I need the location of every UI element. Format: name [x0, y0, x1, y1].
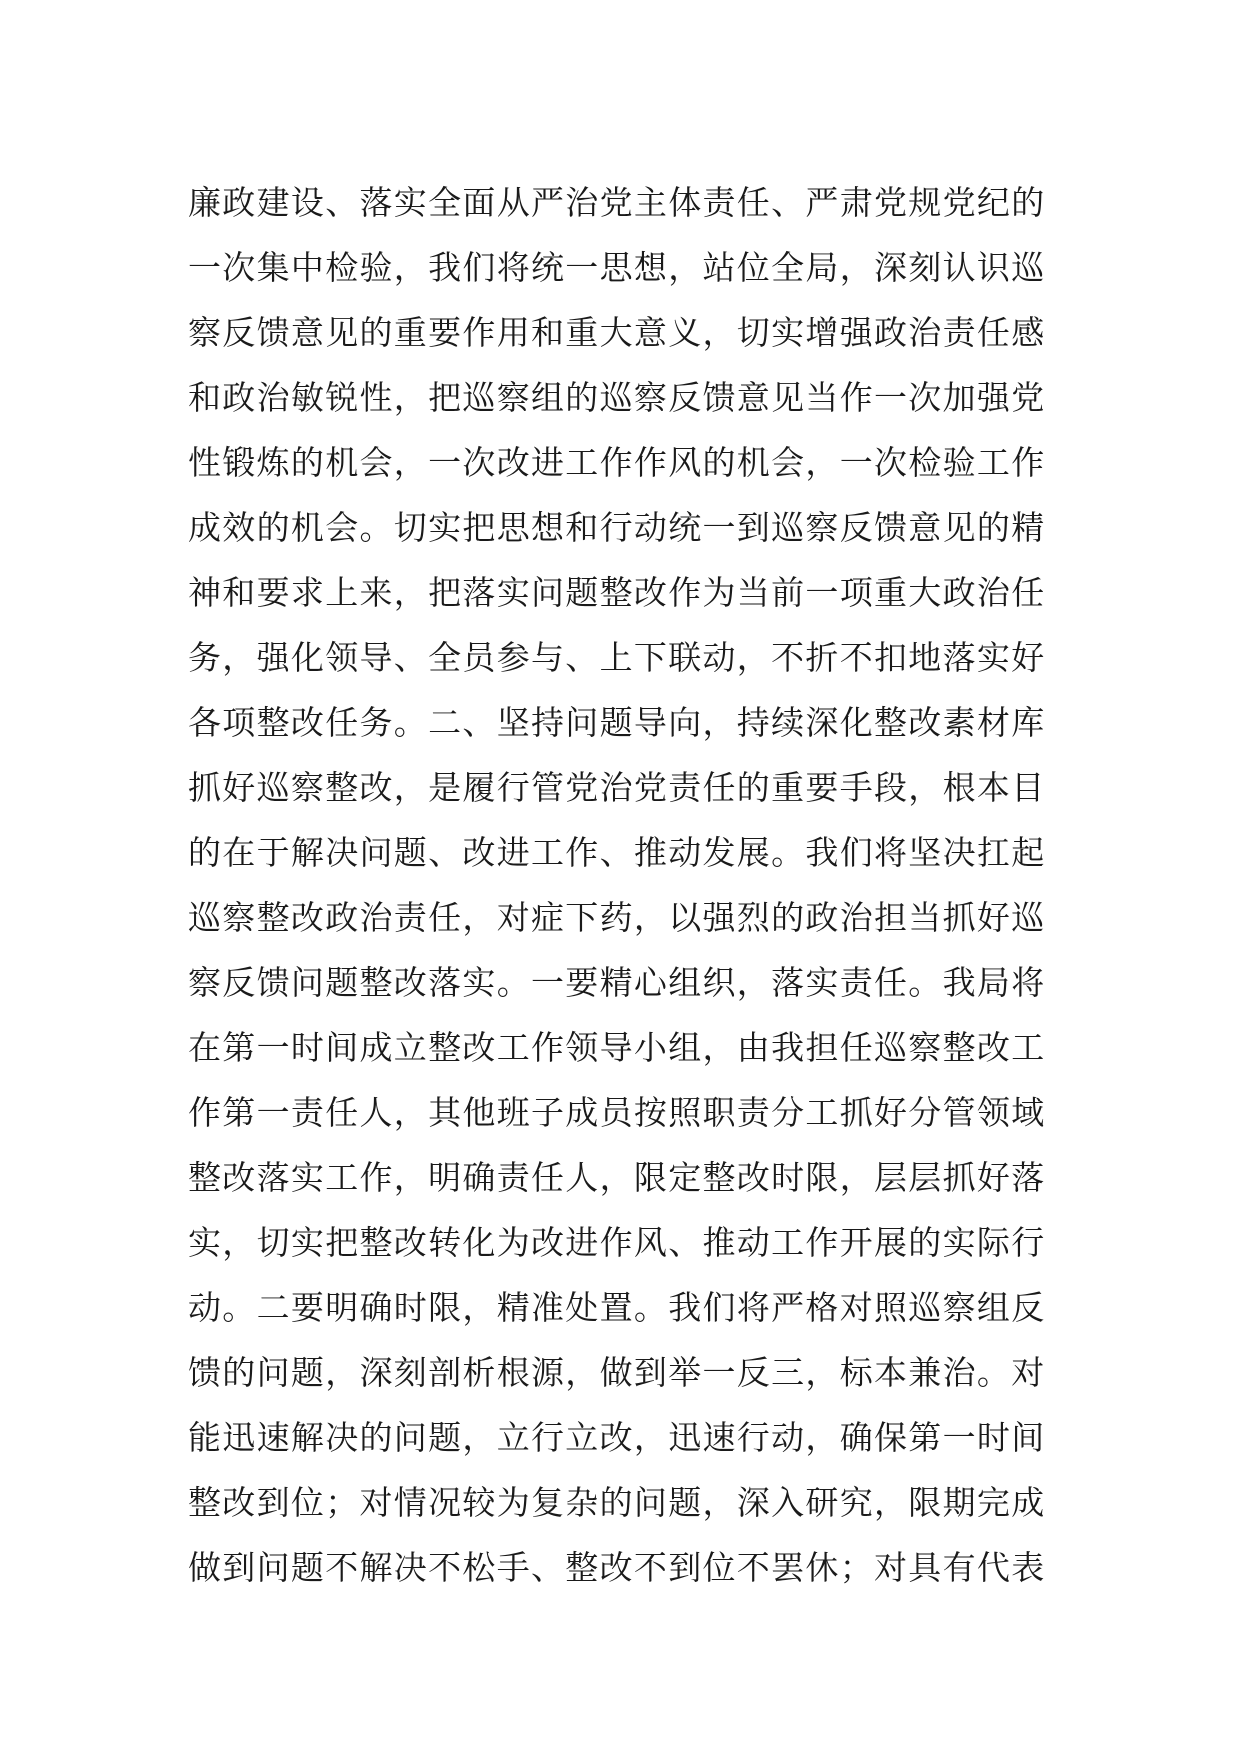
text-line: 一次集中检验，我们将统一思想，站位全局，深刻认识巡: [188, 248, 1046, 287]
text-line: 和政治敏锐性，把巡察组的巡察反馈意见当作一次加强党: [188, 378, 1046, 417]
text-line: 在第一时间成立整改工作领导小组，由我担任巡察整改工: [188, 1028, 1046, 1067]
text-line: 动。二要明确时限，精准处置。我们将严格对照巡察组反: [188, 1288, 1046, 1327]
text-line: 整改落实工作，明确责任人，限定整改时限，层层抓好落: [188, 1158, 1046, 1197]
text-line: 廉政建设、落实全面从严治党主体责任、严肃党规党纪的: [188, 183, 1046, 222]
text-line: 做到问题不解决不松手、整改不到位不罢休；对具有代表: [188, 1548, 1046, 1587]
text-line: 能迅速解决的问题，立行立改，迅速行动，确保第一时间: [188, 1418, 1046, 1457]
text-line: 抓好巡察整改，是履行管党治党责任的重要手段，根本目: [188, 768, 1046, 807]
text-line: 察反馈意见的重要作用和重大意义，切实增强政治责任感: [188, 313, 1046, 352]
text-line: 务，强化领导、全员参与、上下联动，不折不扣地落实好: [188, 638, 1046, 677]
text-line: 馈的问题，深刻剖析根源，做到举一反三，标本兼治。对: [188, 1353, 1046, 1392]
text-line: 神和要求上来，把落实问题整改作为当前一项重大政治任: [188, 573, 1046, 612]
text-line: 巡察整改政治责任，对症下药，以强烈的政治担当抓好巡: [188, 898, 1046, 937]
text-line: 实，切实把整改转化为改进作风、推动工作开展的实际行: [188, 1223, 1046, 1262]
text-line: 成效的机会。切实把思想和行动统一到巡察反馈意见的精: [188, 508, 1046, 547]
body-text: [188, 170, 1068, 1600]
text-line: 各项整改任务。二、坚持问题导向，持续深化整改素材库: [188, 703, 1046, 742]
text-line: 性锻炼的机会，一次改进工作作风的机会，一次检验工作: [188, 443, 1046, 482]
text-line: 作第一责任人，其他班子成员按照职责分工抓好分管领域: [188, 1093, 1046, 1132]
text-line: 整改到位；对情况较为复杂的问题，深入研究，限期完成: [188, 1483, 1046, 1522]
text-line: 的在于解决问题、改进工作、推动发展。我们将坚决扛起: [188, 833, 1046, 872]
text-line: 察反馈问题整改落实。一要精心组织，落实责任。我局将: [188, 963, 1046, 1002]
